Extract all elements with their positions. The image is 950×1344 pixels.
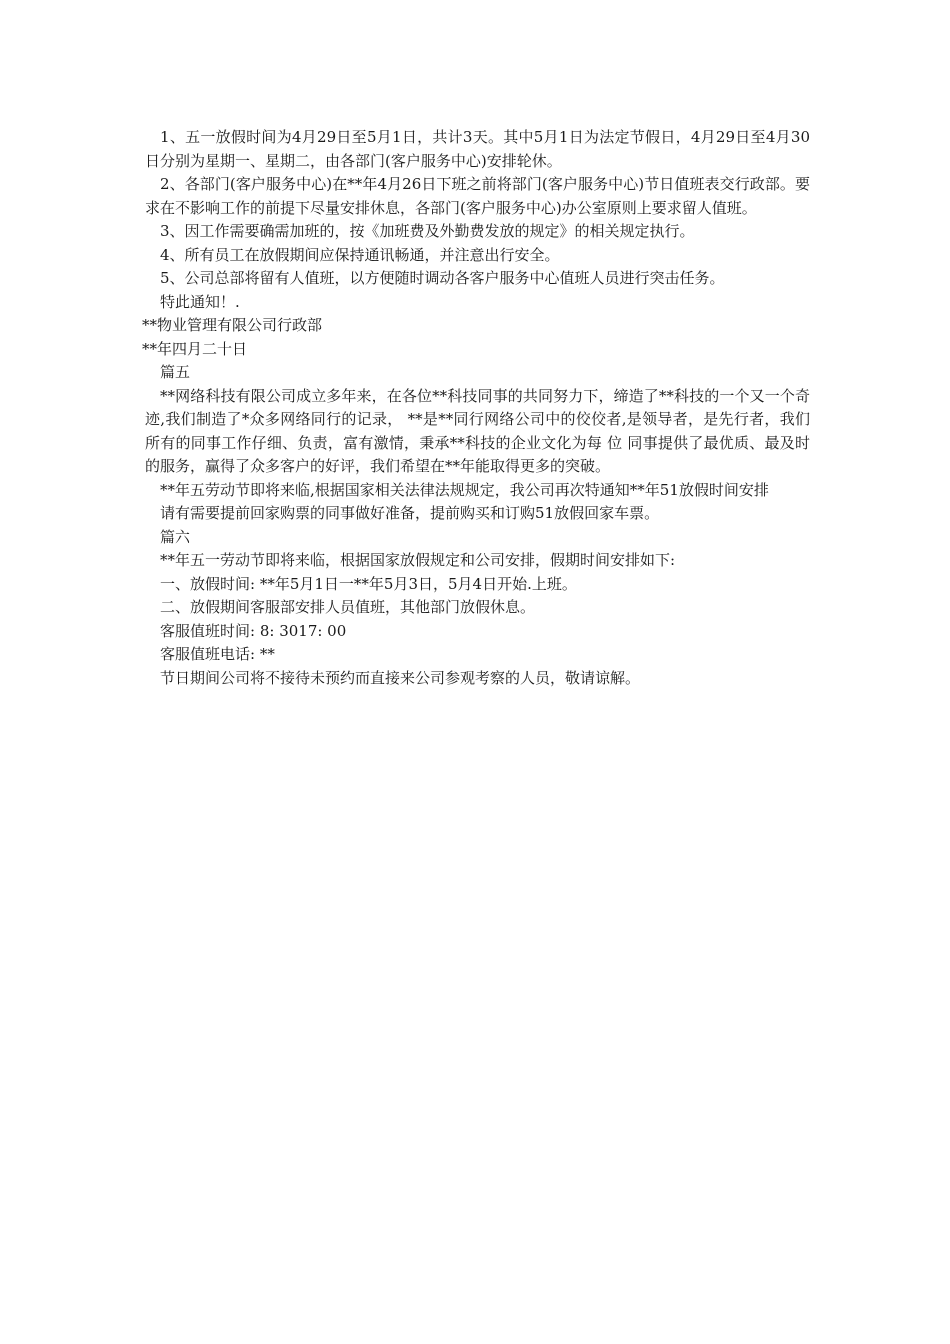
signature-date: **年四月二十日 (142, 339, 248, 358)
paragraph-section6-intro: **年五一劳动节即将来临，根据国家放假规定和公司安排，假期时间安排如下: (160, 551, 676, 569)
section-heading-6: 篇六 (160, 527, 191, 546)
document-body (142, 126, 810, 690)
paragraph-2: 2、各部门(客户服务中心)在**年4月26日下班之前将部门(客户服务中心)节日值班表交行政部。要求在不影响工作的前提下尽量安排休息，各部门(客户服务中心)办公室原则上要求留人值班。 (145, 175, 810, 217)
signature-company: **物业管理有限公司行政部 (142, 316, 323, 334)
paragraph-4: 4、所有员工在放假期间应保持通讯畅通，并注意出行安全。 (160, 245, 560, 264)
paragraph-section5-tickets: 请有需要提前回家购票的同事做好准备，提前购买和订购51放假回家车票。 (160, 504, 660, 522)
paragraph-section6-visitors: 节日期间公司将不接待未预约而直接来公司参观考察的人员，敬请谅解。 (160, 668, 641, 687)
paragraph-section6-duty-hours: 客服值班时间: 8: 3017: 00 (160, 621, 347, 640)
paragraph-1: 1、五一放假时间为4月29日至5月1日，共计3天。其中5月1日为法定节假日，4月29日至4月30日分别为星期一、星期二，由各部门(客户服务中心)安排轮休。 (145, 128, 810, 170)
notice-closing: 特此通知！. (160, 292, 240, 311)
paragraph-section5-notice: **年五劳动节即将来临,根据国家相关法律法规规定，我公司再次特通知**年51放假时间安排 (160, 480, 769, 499)
paragraph-5: 5、公司总部将留有人值班，以方便随时调动各客户服务中心值班人员进行突击任务。 (160, 269, 725, 287)
paragraph-section6-duty-phone: 客服值班电话: ** (160, 645, 275, 663)
paragraph-section6-duty: 二、放假期间客服部安排人员值班，其他部门放假休息。 (160, 598, 536, 616)
paragraph-section5-intro: **网络科技有限公司成立多年来，在各位**科技同事的共同努力下，缔造了**科技的一个又一个奇迹,我们制造了*众多网络同行的记录， **是**同行网络公司中的佼佼者,是领导者，是先行者，我们所有的同事工作仔细、负责，富有激情，秉承**科技的企业文化为每 位 同事提供了最优质、最及时的服务，赢得了众多客户的好评，我们希望在**年能取得更多的突破。 (145, 386, 810, 475)
paragraph-section6-holiday-time: 一、放假时间: **年5月1日一**年5月3日，5月4日开始.上班。 (160, 574, 577, 593)
paragraph-3: 3、因工作需要确需加班的，按《加班费及外勤费发放的规定》的相关规定执行。 (160, 222, 695, 240)
section-heading-5: 篇五 (160, 363, 191, 381)
